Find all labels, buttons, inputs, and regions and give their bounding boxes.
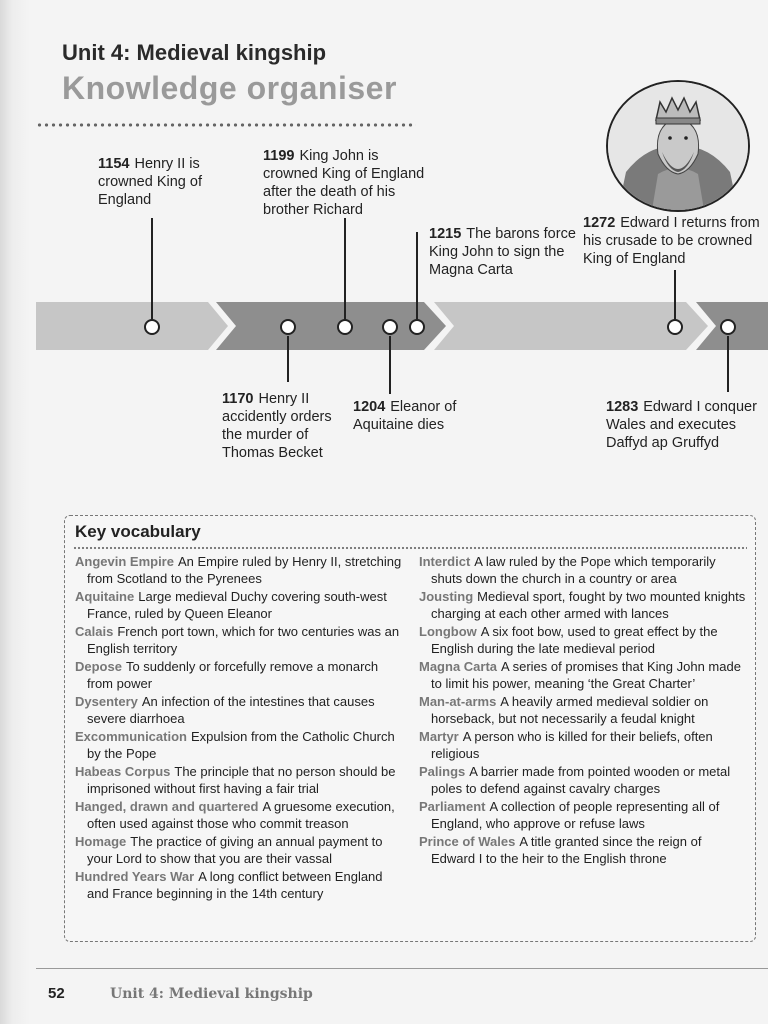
event-text: Henry II is crowned King of England <box>98 156 202 208</box>
vocab-entry <box>75 834 405 867</box>
vocab-definition: The practice of giving an annual payment to your Lord to show that you are their vassal <box>87 834 383 866</box>
vocab-definition: A six foot bow, used to great effect by the English during the late medieval period <box>431 624 718 656</box>
timeline-node-1154 <box>144 319 160 335</box>
vocab-term: Prince of Wales <box>419 834 516 849</box>
vocab-entry <box>75 729 405 762</box>
king-portrait-illustration <box>608 82 748 210</box>
vocab-term: Calais <box>75 624 114 639</box>
page-number: 52 <box>48 985 65 1002</box>
vocab-entry <box>419 589 749 622</box>
timeline-event-1154 <box>98 155 238 209</box>
vocab-definition: A long conflict between England and France beginning in the 14th century <box>87 869 383 901</box>
timeline-event-1272 <box>583 214 763 268</box>
vocab-definition: Medieval sport, fought by two mounted knights charging at each other armed with lances <box>431 589 746 621</box>
vocab-definition: A series of promises that King John made to limit his power, meaning ‘the Great Charter’ <box>431 659 741 691</box>
event-text: Edward I returns from his crusade to be crowned King of England <box>583 215 760 267</box>
vocab-term: Aquitaine <box>75 589 135 604</box>
vocab-definition: A title granted since the reign of Edward I to the heir to the English throne <box>431 834 702 866</box>
timeline-node-1204 <box>382 319 398 335</box>
vocab-entry <box>75 589 405 622</box>
vocab-term: Hundred Years War <box>75 869 195 884</box>
dotted-divider <box>36 122 416 128</box>
vocab-definition: A law ruled by the Pope which temporarily shuts down the church in a country or area <box>431 554 716 586</box>
vocab-definition: A gruesome execution, often used against those who commit treason <box>87 799 395 831</box>
vocab-entry <box>419 694 749 727</box>
event-text: King John is crowned King of England after the death of his brother Richard <box>263 148 425 218</box>
event-text: The barons force King John to sign the Magna Carta <box>429 226 576 278</box>
event-text: Henry II accidently orders the murder of Thomas Becket <box>222 391 332 461</box>
timeline-node-1215 <box>409 319 425 335</box>
vocab-term: Longbow <box>419 624 477 639</box>
vocab-entry <box>419 624 749 657</box>
vocab-entry <box>419 659 749 692</box>
event-year: 1199 <box>263 148 295 164</box>
vocab-entry <box>419 554 749 587</box>
vocab-entry <box>419 834 749 867</box>
event-year: 1283 <box>606 399 639 415</box>
vocab-entry <box>75 554 405 587</box>
event-connector-1170 <box>287 336 289 382</box>
timeline-node-1199 <box>337 319 353 335</box>
event-year: 1272 <box>583 215 616 231</box>
timeline-node-1170 <box>280 319 296 335</box>
vocab-term: Depose <box>75 659 122 674</box>
event-text: Edward I conquer Wales and executes Daffyd ap Gruffyd <box>606 399 757 451</box>
unit-title: Unit 4: Medieval kingship <box>62 40 327 65</box>
vocab-definition: French port town, which for two centuries was an English territory <box>87 624 400 656</box>
vocab-entry <box>75 659 405 692</box>
footer-rule <box>36 968 768 969</box>
vocab-entry <box>419 729 749 762</box>
vocab-term: Man-at-arms <box>419 694 497 709</box>
vocab-entry <box>419 799 749 832</box>
vocab-entry <box>75 869 405 902</box>
vocab-definition: Expulsion from the Catholic Church by the Pope <box>87 729 395 761</box>
vocabulary-heading: Key vocabulary <box>75 522 201 541</box>
vocab-entry <box>75 799 405 832</box>
vocab-term: Homage <box>75 834 127 849</box>
footer-unit-title: Unit 4: Medieval kingship <box>110 986 313 1002</box>
timeline-event-1283 <box>606 398 766 452</box>
vocab-term: Martyr <box>419 729 459 744</box>
vocab-definition: A person who is killed for their beliefs, often religious <box>431 729 713 761</box>
vocab-term: Magna Carta <box>419 659 498 674</box>
vocab-entry <box>75 624 405 657</box>
vocab-definition: The principle that no person should be imprisoned without first having a fair trial <box>87 764 396 796</box>
vocabulary-column-right <box>419 554 749 869</box>
event-connector-1204 <box>389 336 391 394</box>
vocab-definition: A heavily armed medieval soldier on horseback, but not necessarily a feudal knight <box>431 694 709 726</box>
vocab-term: Hanged, drawn and quartered <box>75 799 259 814</box>
vocab-term: Parliament <box>419 799 486 814</box>
timeline-node-1272 <box>667 319 683 335</box>
vocab-term: Dysentery <box>75 694 138 709</box>
vocab-definition: To suddenly or forcefully remove a monarch from power <box>87 659 379 691</box>
vocabulary-column-left <box>75 554 405 904</box>
event-connector-1272 <box>674 270 676 320</box>
vocab-definition: An infection of the intestines that causes severe diarrhoea <box>87 694 375 726</box>
event-year: 1154 <box>98 156 130 172</box>
vocab-definition: An Empire ruled by Henry II, stretching from Scotland to the Pyrenees <box>87 554 402 586</box>
vocab-definition: A barrier made from pointed wooden or metal poles to defend against cavalry charges <box>431 764 731 796</box>
event-year: 1204 <box>353 399 386 415</box>
vocab-entry <box>75 764 405 797</box>
vocab-definition: Large medieval Duchy covering south-west France, ruled by Queen Eleanor <box>87 589 387 621</box>
event-connector-1154 <box>151 218 153 320</box>
timeline-segment-1 <box>36 302 228 350</box>
timeline-event-1215 <box>429 225 581 279</box>
edward-portrait-image <box>606 80 750 212</box>
timeline-event-1170 <box>222 390 344 462</box>
vocab-entry <box>419 764 749 797</box>
timeline-node-1283 <box>720 319 736 335</box>
vocabulary-divider <box>73 546 747 550</box>
vocab-entry <box>75 694 405 727</box>
key-vocabulary-box <box>64 515 756 942</box>
vocab-term: Jousting <box>419 589 474 604</box>
vocab-term: Interdict <box>419 554 471 569</box>
event-connector-1283 <box>727 336 729 392</box>
vocab-definition: A collection of people representing all of England, who approve or refuse laws <box>431 799 720 831</box>
timeline-event-1204 <box>353 398 483 434</box>
event-text: Eleanor of Aquitaine dies <box>353 399 457 433</box>
page-title: Knowledge organiser <box>62 70 397 106</box>
vocab-term: Habeas Corpus <box>75 764 171 779</box>
event-year: 1215 <box>429 226 462 242</box>
vocab-term: Excommunication <box>75 729 187 744</box>
vocab-term: Angevin Empire <box>75 554 174 569</box>
vocab-term: Palings <box>419 764 466 779</box>
event-connector-1215 <box>416 232 418 320</box>
timeline-event-1199 <box>263 147 433 219</box>
event-year: 1170 <box>222 391 254 407</box>
event-connector-1199 <box>344 218 346 320</box>
